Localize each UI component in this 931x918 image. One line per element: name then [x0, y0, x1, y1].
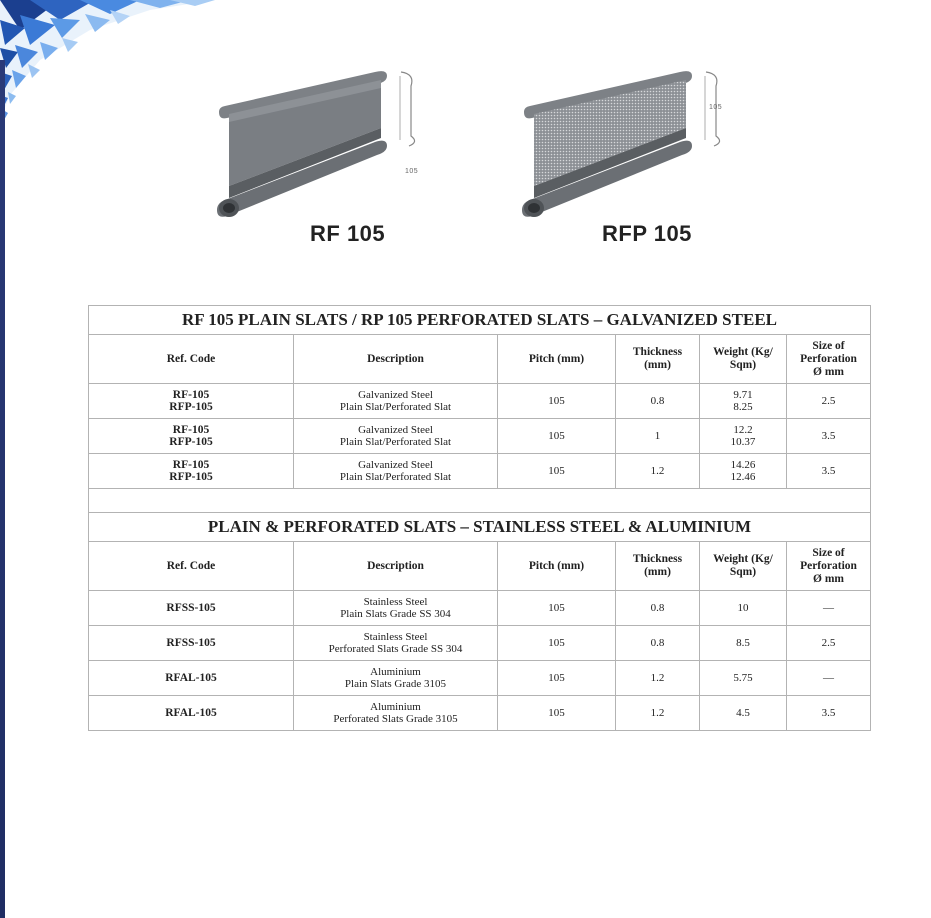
description-cell: Galvanized Steel Plain Slat/Perforated Slat: [294, 384, 498, 419]
stainless-header-row: [89, 542, 871, 591]
galvanized-header-row: [89, 335, 871, 384]
thickness-cell: 1.2: [616, 696, 700, 731]
pitch-cell: 105: [498, 696, 616, 731]
rf105-dimension-label: 105: [405, 168, 419, 175]
weight-cell: 10: [700, 591, 787, 626]
decorative-triangles-corner: [0, 0, 220, 130]
table-row: [89, 696, 871, 731]
perforation-cell: 2.5: [787, 626, 871, 661]
product-rfp105-illustration: [520, 66, 750, 226]
product-rf105-illustration: [215, 66, 445, 226]
thickness-cell: 0.8: [616, 626, 700, 661]
table-row: [89, 454, 871, 489]
description-cell: Stainless Steel Perforated Slats Grade SS 304: [294, 626, 498, 661]
header-ref-code: Ref. Code: [89, 542, 294, 591]
ref-code-cell: RFAL-105: [89, 661, 294, 696]
thickness-cell: 1.2: [616, 661, 700, 696]
header-weight: Weight (Kg/ Sqm): [700, 542, 787, 591]
ref-code-cell: RF-105 RFP-105: [89, 454, 294, 489]
pitch-cell: 105: [498, 454, 616, 489]
rf105-product-name: RF 105: [310, 221, 386, 246]
ref-code-cell: RFSS-105: [89, 626, 294, 661]
rfp105-product-name: RFP 105: [602, 221, 692, 246]
table-row: [89, 419, 871, 454]
table-row: [89, 591, 871, 626]
perforation-cell: —: [787, 591, 871, 626]
slat-specification-table: [88, 305, 871, 731]
weight-cell: 9.71 8.25: [700, 384, 787, 419]
header-thickness: Thickness (mm): [616, 542, 700, 591]
weight-cell: 5.75: [700, 661, 787, 696]
thickness-cell: 0.8: [616, 591, 700, 626]
section-spacer-row: [89, 489, 871, 513]
stainless-section-title: PLAIN & PERFORATED SLATS – STAINLESS STEEL & ALUMINIUM: [89, 513, 871, 542]
header-description: Description: [294, 542, 498, 591]
stainless-section-title-row: [89, 513, 871, 542]
perforation-cell: 2.5: [787, 384, 871, 419]
header-perforation: Size of Perforation Ø mm: [787, 335, 871, 384]
ref-code-cell: RFAL-105: [89, 696, 294, 731]
thickness-cell: 1.2: [616, 454, 700, 489]
header-thickness: Thickness (mm): [616, 335, 700, 384]
table-row: [89, 661, 871, 696]
header-perforation: Size of Perforation Ø mm: [787, 542, 871, 591]
description-cell: Aluminium Plain Slats Grade 3105: [294, 661, 498, 696]
galvanized-section-title: RF 105 PLAIN SLATS / RP 105 PERFORATED SLATS – GALVANIZED STEEL: [89, 306, 871, 335]
thickness-cell: 1: [616, 419, 700, 454]
pitch-cell: 105: [498, 384, 616, 419]
pitch-cell: 105: [498, 419, 616, 454]
weight-cell: 12.2 10.37: [700, 419, 787, 454]
pitch-cell: 105: [498, 661, 616, 696]
perforation-cell: 3.5: [787, 696, 871, 731]
description-cell: Galvanized Steel Plain Slat/Perforated Slat: [294, 419, 498, 454]
header-pitch: Pitch (mm): [498, 542, 616, 591]
pitch-cell: 105: [498, 591, 616, 626]
header-pitch: Pitch (mm): [498, 335, 616, 384]
header-description: Description: [294, 335, 498, 384]
weight-cell: 14.26 12.46: [700, 454, 787, 489]
weight-cell: 8.5: [700, 626, 787, 661]
perforation-cell: 3.5: [787, 419, 871, 454]
thickness-cell: 0.8: [616, 384, 700, 419]
weight-cell: 4.5: [700, 696, 787, 731]
description-cell: Stainless Steel Plain Slats Grade SS 304: [294, 591, 498, 626]
table-row: [89, 626, 871, 661]
rfp105-dimension-label: 105: [709, 104, 723, 111]
galvanized-section-title-row: [89, 306, 871, 335]
perforation-cell: —: [787, 661, 871, 696]
pitch-cell: 105: [498, 626, 616, 661]
left-edge-bar: [0, 60, 5, 918]
perforation-cell: 3.5: [787, 454, 871, 489]
table-row: [89, 384, 871, 419]
ref-code-cell: RFSS-105: [89, 591, 294, 626]
description-cell: Aluminium Perforated Slats Grade 3105: [294, 696, 498, 731]
ref-code-cell: RF-105 RFP-105: [89, 419, 294, 454]
header-weight: Weight (Kg/ Sqm): [700, 335, 787, 384]
ref-code-cell: RF-105 RFP-105: [89, 384, 294, 419]
header-ref-code: Ref. Code: [89, 335, 294, 384]
description-cell: Galvanized Steel Plain Slat/Perforated Slat: [294, 454, 498, 489]
